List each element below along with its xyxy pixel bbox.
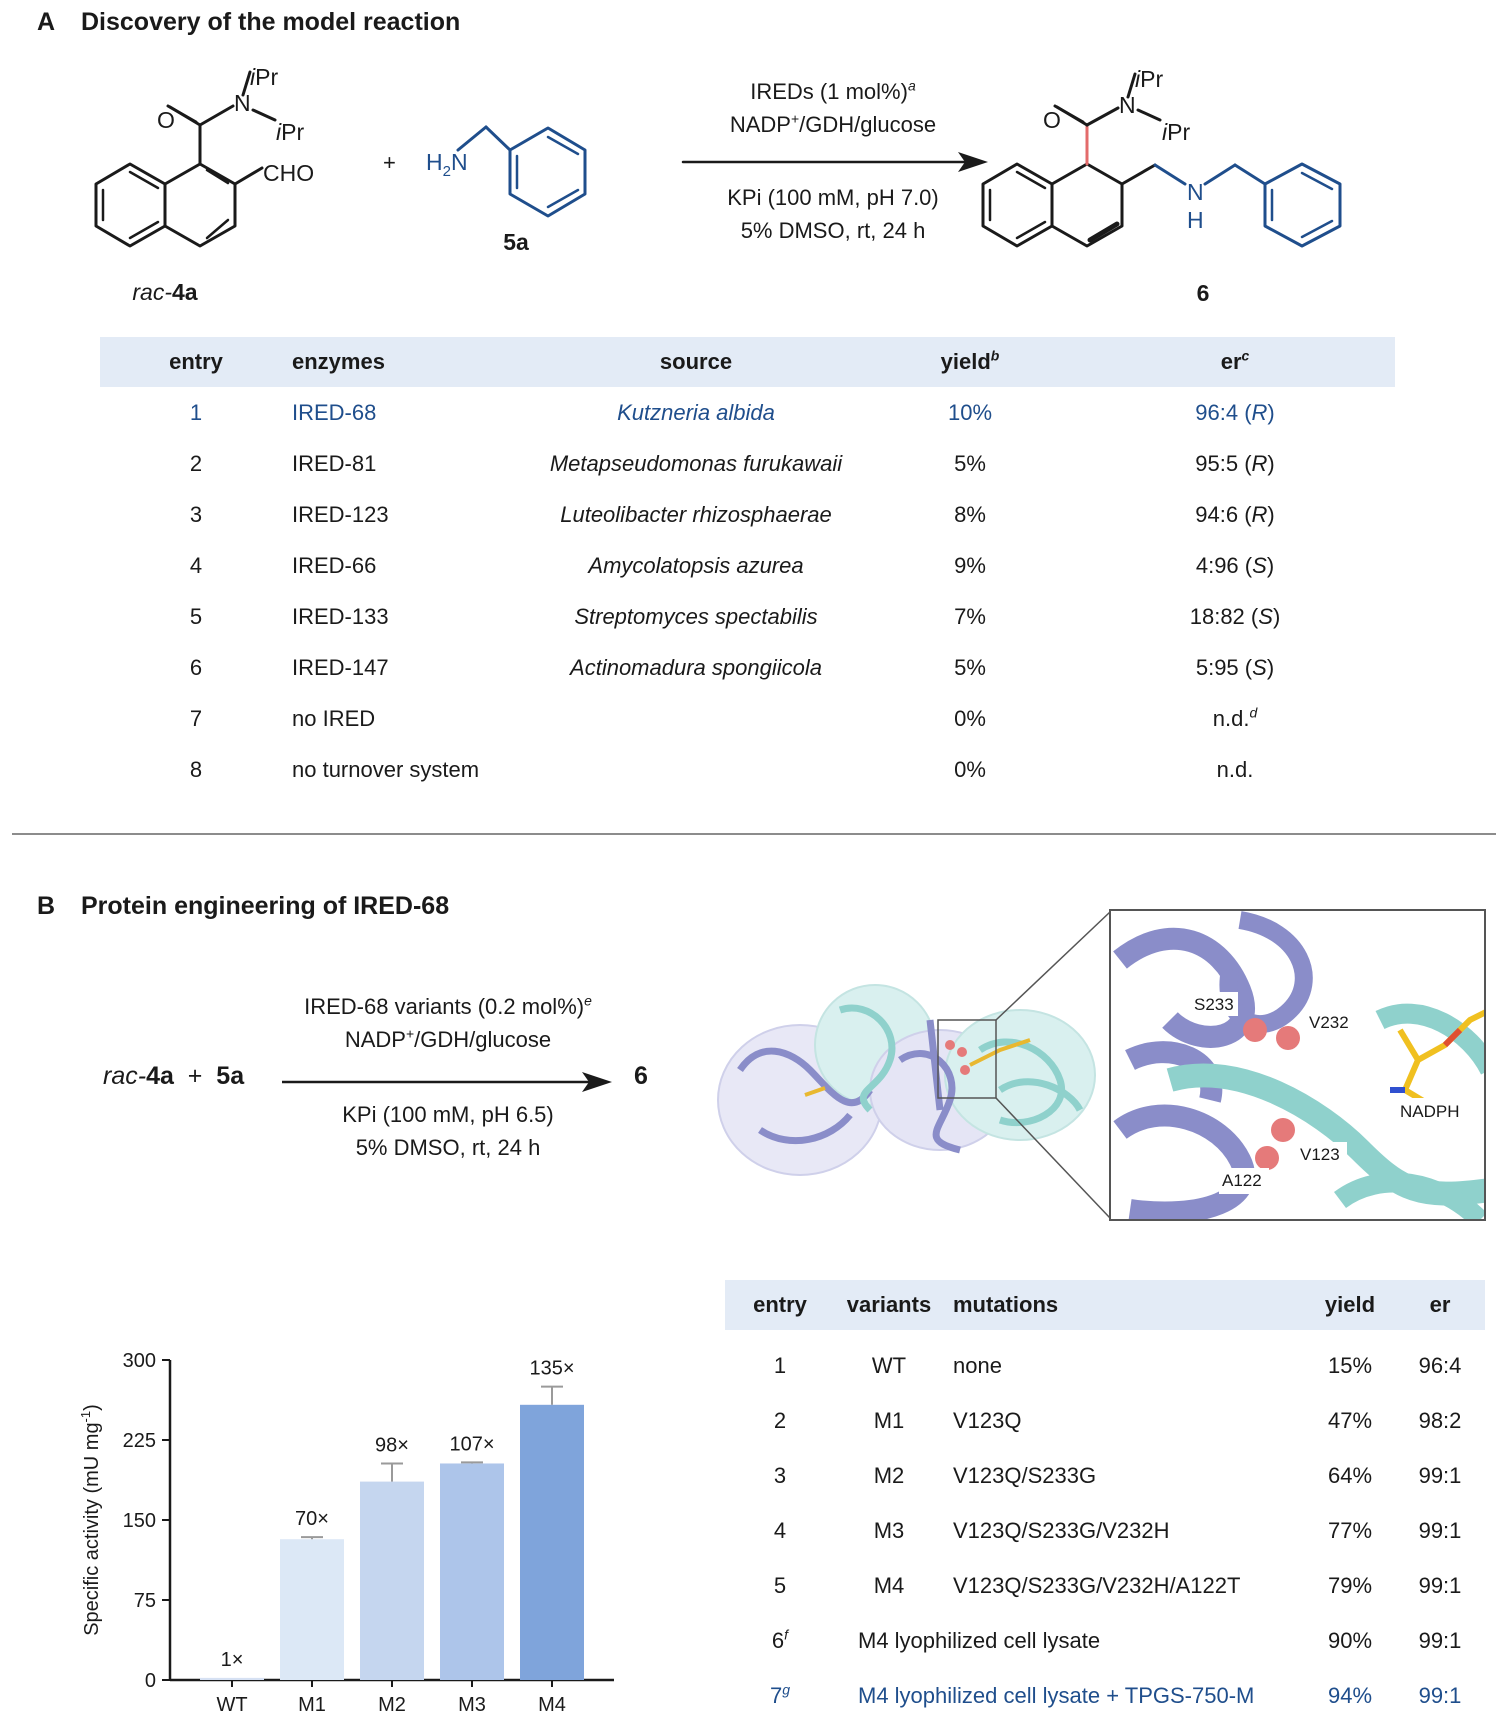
section-b-heading: Protein engineering of IRED-68 [81,892,450,920]
scheme-a-cond-4: 5% DMSO, rt, 24 h [740,218,926,243]
amine-label: 5a [503,229,529,255]
section-divider [12,833,1496,835]
scheme-b-cond-3: KPi (100 mM, pH 6.5) [342,1102,554,1127]
scheme-b-plus: + [187,1062,203,1090]
cell-mutations: none [953,1352,1002,1378]
cell-yield: 94% [1327,1682,1373,1708]
scheme-a-plus: + [383,150,396,175]
amine-h2n: $H_2N$ [426,149,468,180]
header-variants: variants [835,1280,943,1330]
substrate-ipr-right: iPr [276,119,305,145]
cell-source: Streptomyces spectabilis [574,603,818,629]
scheme-a-conditions-bottom [683,181,983,247]
protein-dimer-overview [718,912,1110,1218]
scheme-b-cond-2: NADP+/GDH/glucose [344,1025,552,1052]
cell-er: 95:5 (R) [1195,450,1275,476]
product-ring-left [983,164,1052,246]
cell-source: Luteolibacter rhizosphaerae [560,501,832,527]
substrate-n: N [234,90,251,116]
table-row [725,1503,1485,1558]
table-row [725,1668,1485,1723]
cell-yield: 79% [1327,1572,1373,1598]
section-b-title [37,892,449,921]
cell-yield: 64% [1327,1462,1373,1488]
substrate-ipr-top: iPr [250,64,279,90]
amine-ring [510,128,585,216]
scheme-b-amine: 5a [216,1062,245,1090]
section-b-letter: B [37,892,56,920]
data-label: 107× [449,1433,495,1456]
cell-entry: 6$^f$ [771,1626,789,1653]
specific-activity-chart [60,1260,640,1730]
cell-er: 18:82 (S) [1189,603,1281,629]
scheme-a-cond-3: KPi (100 mM, pH 7.0) [727,185,939,210]
cell-source [527,744,865,795]
product-o: O [1043,107,1061,133]
label-nadph: NADPH [1400,1102,1460,1121]
cell-enzyme: IRED-68 [292,399,377,425]
protein-structure-figure [700,900,1490,1240]
cell-yield: 0% [954,756,986,782]
ired-screening-table [100,337,1395,795]
label-s233: S233 [1194,995,1234,1014]
scheme-a-conditions-top [683,75,983,141]
section-a-title [37,8,460,37]
cell-enzyme: no turnover system [292,756,480,782]
table-row [100,489,1395,540]
cell-yield: 7% [954,603,986,629]
cell-variant: M1 [873,1407,905,1433]
table-row [100,693,1395,744]
table-row [725,1448,1485,1503]
substrate-cho: CHO [263,160,315,186]
cell-mutations: M4 lyophilized cell lysate + TPGS-750-M [858,1682,1255,1708]
scheme-b-reactants [103,1062,244,1091]
table-row [100,540,1395,591]
substrate-label: rac-4a [132,279,198,305]
product-n: N [1119,92,1136,118]
cell-er: 99:1 [1418,1517,1462,1543]
cell-entry: 4 [773,1517,787,1543]
table-row [725,1393,1485,1448]
scheme-b-cond-1: IRED-68 variants (0.2 mol%)$^e$ [304,992,592,1019]
header-entry: entry [100,337,292,387]
scheme-b-conditions-bottom [268,1098,628,1164]
table-row [725,1613,1485,1668]
data-label: 70× [295,1508,329,1531]
cell-entry: 5 [773,1572,787,1598]
label-a122: A122 [1222,1171,1262,1190]
cell-yield: 5% [954,654,986,680]
y-tick-label: 300 [122,1350,156,1372]
active-site-zoom [1110,910,1490,1220]
scheme-b-rac: rac- [103,1062,147,1090]
cell-entry: 3 [773,1462,787,1488]
bar-m1 [280,1539,344,1680]
cell-entry: 2 [189,450,203,476]
cell-yield: 8% [954,501,986,527]
scheme-b-arrow [280,1070,620,1094]
cell-enzyme: IRED-81 [292,450,377,476]
cell-yield: 10% [947,399,993,425]
y-axis-label: Specific activity (mU $mg^{-1}$) [78,1404,103,1636]
data-label: 98× [375,1434,409,1457]
cell-yield: 0% [954,705,986,731]
cell-er: 5:95 (S) [1195,654,1275,680]
cell-variant: WT [871,1352,907,1378]
product-nh-n: N [1187,179,1204,205]
cell-entry: 8 [189,756,203,782]
x-tick-label: M4 [538,1694,566,1716]
cell-entry: 1 [773,1352,787,1378]
header-yield: yield$^b$ [865,337,1075,387]
variants-table [725,1280,1485,1723]
y-tick-label: 75 [133,1590,156,1612]
table-row [100,744,1395,795]
scheme-a-cond-1: IREDs (1 mol%)$^a$ [750,77,916,104]
section-a-letter: A [37,8,56,36]
cell-source: Amycolatopsis azurea [588,552,804,578]
header-mutations: mutations [943,1280,1305,1330]
cell-er: 96:4 (R) [1195,399,1275,425]
header-er: $er^c$ [1075,337,1395,387]
cell-enzyme: IRED-147 [292,654,389,680]
substrate-ring-right [165,164,235,246]
cell-entry: 2 [773,1407,787,1433]
table-row [100,387,1395,438]
cell-variant: M3 [873,1517,905,1543]
product-ipr-top: iPr [1135,66,1164,92]
cell-yield: 47% [1327,1407,1373,1433]
cell-yield: 5% [954,450,986,476]
cell-entry: 7 [189,705,203,731]
cell-er: 99:1 [1418,1572,1462,1598]
cell-er: 99:1 [1418,1627,1462,1653]
table-b-header [725,1280,1485,1330]
substrate-o: O [157,107,175,133]
scheme-b-cond-4: 5% DMSO, rt, 24 h [355,1135,541,1160]
data-label: 135× [529,1357,575,1380]
cell-yield: 15% [1327,1352,1373,1378]
scheme-b-substrate: 4a [146,1062,174,1090]
substrate-ring-left [96,164,165,246]
cell-er: 98:2 [1418,1407,1462,1433]
table-row [100,591,1395,642]
y-tick-label: 150 [122,1510,156,1532]
table-row [725,1338,1485,1393]
cell-enzyme: IRED-123 [292,501,389,527]
cell-source [527,693,865,744]
x-tick-label: M3 [458,1694,486,1716]
table-a-header [100,337,1395,387]
scheme-b-product: 6 [634,1062,648,1090]
header-yield: yield [1305,1280,1395,1330]
product-ipr-right: iPr [1162,119,1191,145]
label-v123: V123 [1300,1145,1340,1164]
cell-variant: M2 [873,1462,905,1488]
cell-er: 96:4 [1418,1352,1462,1378]
scheme-b-conditions-top [268,990,628,1056]
x-tick-label: WT [216,1694,248,1716]
bar-m2 [360,1482,424,1680]
product-label: 6 [1196,280,1210,306]
bar-wt [200,1678,264,1680]
cell-entry: 7$^g$ [769,1681,791,1708]
y-tick-label: 0 [144,1670,156,1692]
cell-er: 94:6 (R) [1195,501,1275,527]
header-er: er [1395,1280,1485,1330]
cell-yield: 90% [1327,1627,1373,1653]
cell-er: n.d.$^d$ [1212,704,1258,731]
y-tick-label: 225 [122,1430,156,1452]
cell-er: 99:1 [1418,1462,1462,1488]
cell-entry: 4 [189,552,203,578]
product-nh-h: H [1187,207,1204,233]
header-entry: entry [725,1280,835,1330]
cell-enzyme: IRED-66 [292,552,377,578]
x-tick-label: M1 [298,1694,326,1716]
cell-entry: 1 [189,399,203,425]
cell-yield: 77% [1327,1517,1373,1543]
cell-source: Kutzneria albida [617,399,775,425]
header-enzymes: enzymes [292,337,527,387]
bar-m3 [440,1463,504,1680]
table-row [100,642,1395,693]
cell-mutations: V123Q [953,1407,1022,1433]
cell-entry: 3 [189,501,203,527]
product-amine-ring [1265,164,1340,246]
section-a-heading: Discovery of the model reaction [81,8,461,36]
cell-entry: 5 [189,603,203,629]
data-label: 1× [220,1648,244,1671]
cell-er: 4:96 (S) [1195,552,1275,578]
label-v232: V232 [1309,1013,1349,1032]
scheme-a-cond-2: NADP+/GDH/glucose [729,110,937,137]
cell-yield: 9% [954,552,986,578]
header-source: source [527,337,865,387]
table-row [100,438,1395,489]
cell-source: Actinomadura spongiicola [570,654,822,680]
cell-source: Metapseudomonas furukawaii [549,450,843,476]
cell-entry: 6 [189,654,203,680]
cell-mutations: V123Q/S233G [953,1462,1097,1488]
table-row [725,1558,1485,1613]
cell-variant: M4 [873,1572,905,1598]
bar-m4 [520,1405,584,1680]
cell-mutations: V123Q/S233G/V232H [953,1517,1170,1543]
cell-enzyme: IRED-133 [292,603,389,629]
cell-mutations: V123Q/S233G/V232H/A122T [953,1572,1241,1598]
cell-mutations: M4 lyophilized cell lysate [858,1627,1101,1653]
cell-enzyme: no IRED [292,705,376,731]
x-tick-label: M2 [378,1694,406,1716]
cell-er: n.d. [1216,756,1254,782]
cell-er: 99:1 [1418,1682,1462,1708]
